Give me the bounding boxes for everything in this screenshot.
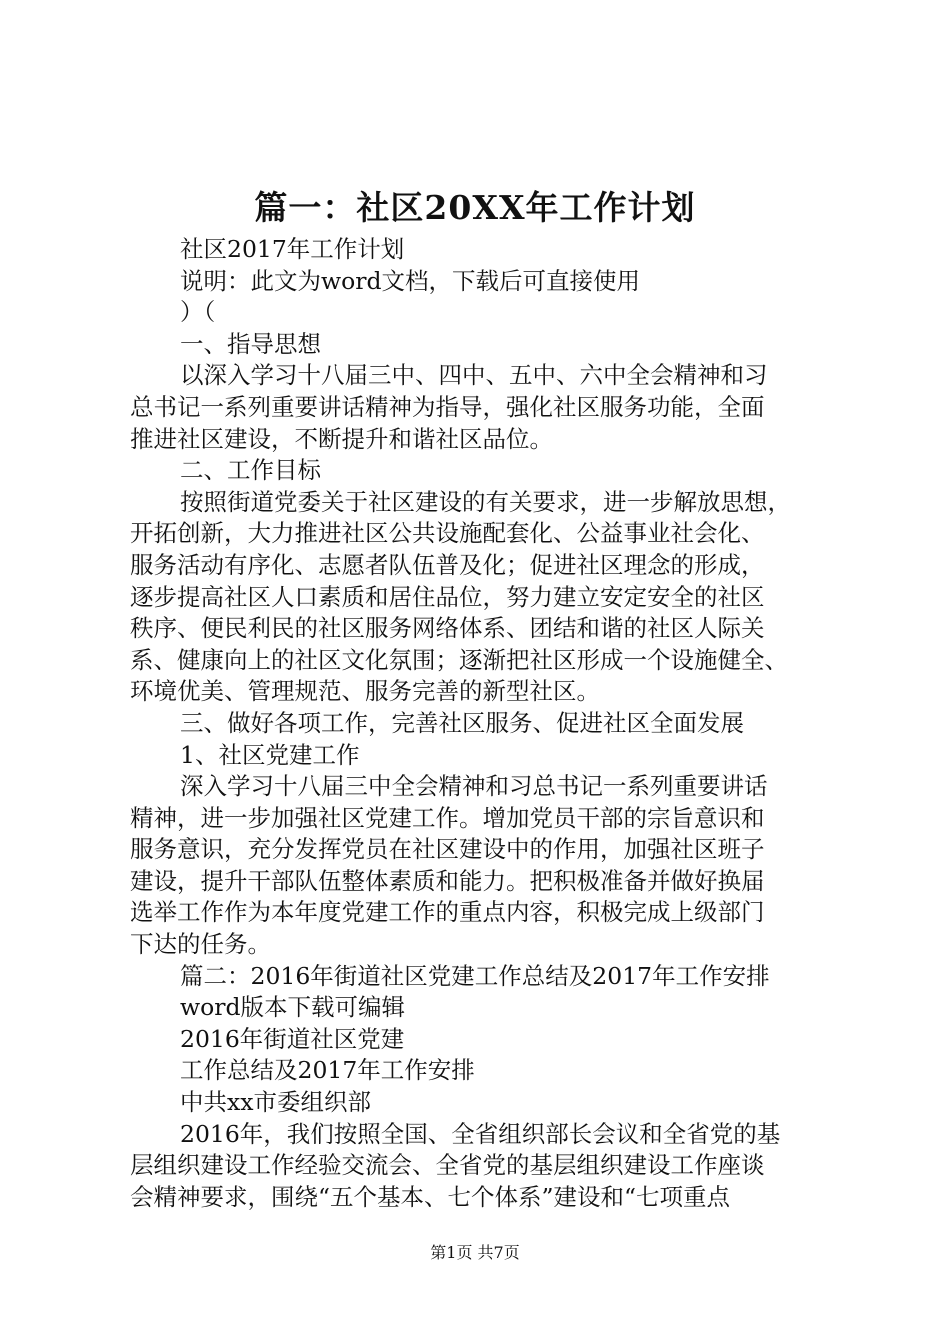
document-title: 篇一：社区20XX年工作计划 <box>254 188 696 227</box>
body-line: 服务意识，充分发挥党员在社区建设中的作用，加强社区班子 <box>130 835 765 864</box>
body-line: 社区2017年工作计划 <box>180 235 405 263</box>
body-line: 工作总结及2017年工作安排 <box>180 1056 475 1085</box>
body-line: 深入学习十八届三中全会精神和习总书记一系列重要讲话 <box>180 772 768 801</box>
body-line: 建设，提升干部队伍整体素质和能力。把积极准备并做好换届 <box>130 866 765 895</box>
body-line: 按照街道党委关于社区建设的有关要求，进一步解放思想， <box>180 487 791 516</box>
body-line: 二、工作目标 <box>180 456 321 485</box>
body-line: 逐步提高社区人口素质和居住品位，努力建立安定安全的社区 <box>130 582 765 611</box>
body-line: 三、做好各项工作，完善社区服务、促进社区全面发展 <box>180 708 744 737</box>
body-line: 精神，进一步加强社区党建工作。增加党员干部的宗旨意识和 <box>130 803 765 832</box>
body-line: 2016年，我们按照全国、全省组织部长会议和全省党的基 <box>180 1119 781 1148</box>
body-line: 说明：此文为word文档，下载后可直接使用 <box>180 266 641 295</box>
body-line: 篇二：2016年街道社区党建工作总结及2017年工作安排 <box>180 961 770 990</box>
page-footer: 第1页 共7页 <box>430 1243 520 1262</box>
body-line: 2016年街道社区党建 <box>180 1024 405 1053</box>
body-line: 秩序、便民利民的社区服务网络体系、团结和谐的社区人际关 <box>130 614 765 643</box>
body-line: 以深入学习十八届三中、四中、五中、六中全会精神和习 <box>180 361 768 390</box>
body-line: 选举工作作为本年度党建工作的重点内容，积极完成上级部门 <box>130 898 765 927</box>
document-body <box>130 234 860 1213</box>
body-line: 开拓创新，大力推进社区公共设施配套化、公益事业社会化、 <box>130 519 765 548</box>
body-line: 系、健康向上的社区文化氛围；逐渐把社区形成一个设施健全、 <box>130 645 788 674</box>
body-line: 环境优美、管理规范、服务完善的新型社区。 <box>130 677 600 706</box>
body-line: 一、指导思想 <box>180 329 321 358</box>
body-line: 下达的任务。 <box>130 930 271 959</box>
body-line: 层组织建设工作经验交流会、全省党的基层组织建设工作座谈 <box>130 1151 765 1180</box>
body-line: 推进社区建设，不断提升和谐社区品位。 <box>130 424 553 453</box>
body-line: 总书记一系列重要讲话精神为指导，强化社区服务功能，全面 <box>130 392 765 421</box>
body-line: 服务活动有序化、志愿者队伍普及化；促进社区理念的形成， <box>130 550 765 579</box>
body-line: 会精神要求，围绕“五个基本、七个体系”建设和“七项重点 <box>130 1182 731 1211</box>
body-line: ）（ <box>180 298 216 327</box>
body-line: 1、社区党建工作 <box>180 740 360 769</box>
body-line: word版本下载可编辑 <box>180 993 406 1022</box>
body-line: 中共xx市委组织部 <box>180 1088 372 1117</box>
